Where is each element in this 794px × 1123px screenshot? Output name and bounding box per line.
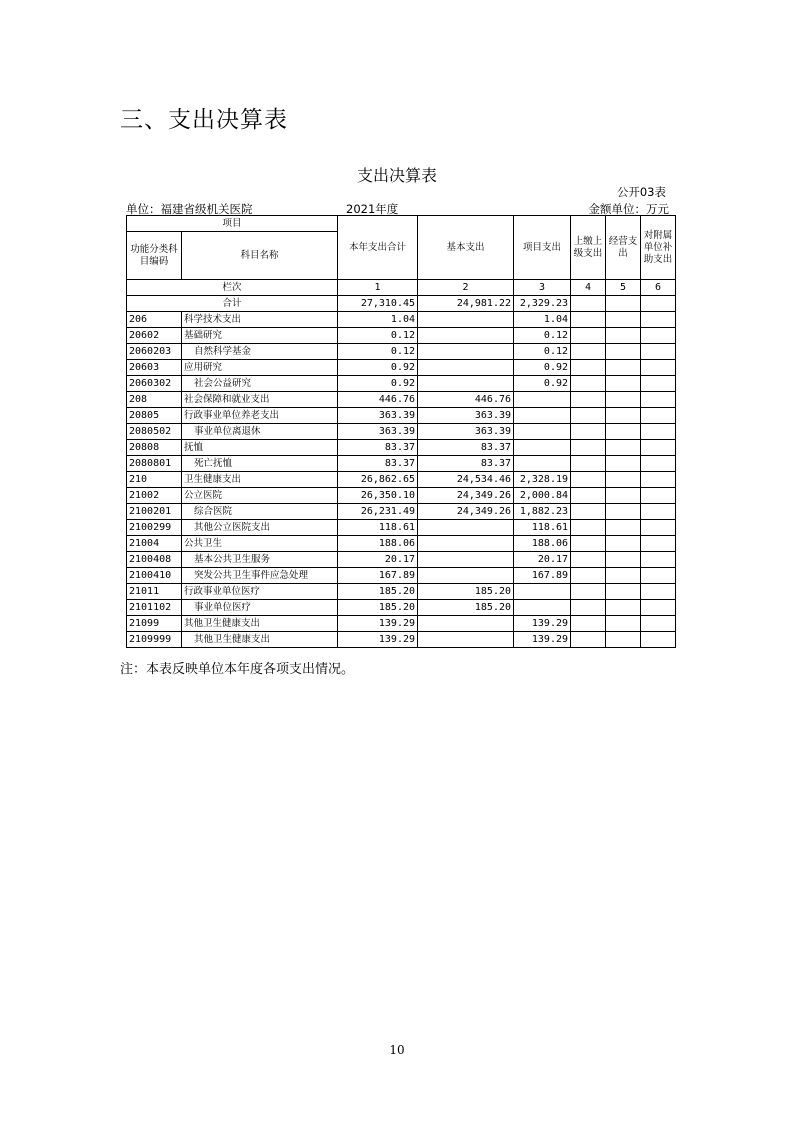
empty-cell	[641, 360, 676, 376]
row-project	[514, 408, 571, 424]
row-code: 210	[127, 472, 182, 488]
column-number: 4	[571, 280, 606, 296]
row-name: 行政事业单位养老支出	[182, 408, 338, 424]
row-name: 社会公益研究	[182, 376, 338, 392]
row-basic: 363.39	[418, 408, 514, 424]
table-row	[127, 520, 676, 536]
row-name: 其他公立医院支出	[182, 520, 338, 536]
empty-cell	[641, 376, 676, 392]
empty-cell	[641, 344, 676, 360]
row-project: 1,882.23	[514, 504, 571, 520]
table-row	[127, 360, 676, 376]
table-row	[127, 328, 676, 344]
row-project: 2,000.84	[514, 488, 571, 504]
unit-label: 单位：福建省级机关医院	[126, 202, 253, 216]
header-subsidiary: 对附属单位补助支出	[641, 216, 676, 280]
row-code: 2060302	[127, 376, 182, 392]
table-title: 支出决算表	[356, 166, 437, 185]
row-project: 20.17	[514, 552, 571, 568]
empty-cell	[571, 328, 606, 344]
empty-cell	[606, 296, 641, 312]
row-code: 20808	[127, 440, 182, 456]
empty-cell	[571, 616, 606, 632]
row-name: 死亡抚恤	[182, 456, 338, 472]
empty-cell	[571, 472, 606, 488]
empty-cell	[641, 296, 676, 312]
total-label: 合计	[127, 296, 338, 312]
row-project	[514, 424, 571, 440]
empty-cell	[606, 488, 641, 504]
empty-cell	[606, 328, 641, 344]
empty-cell	[606, 520, 641, 536]
row-name: 公共卫生	[182, 536, 338, 552]
empty-cell	[641, 504, 676, 520]
empty-cell	[641, 536, 676, 552]
row-project: 139.29	[514, 616, 571, 632]
header-total: 本年支出合计	[338, 216, 418, 280]
row-total: 118.61	[338, 520, 418, 536]
row-project: 167.89	[514, 568, 571, 584]
total-row	[127, 296, 676, 312]
row-project: 188.06	[514, 536, 571, 552]
row-code: 20805	[127, 408, 182, 424]
row-basic	[418, 376, 514, 392]
table-row	[127, 504, 676, 520]
header-upper: 上缴上级支出	[571, 216, 606, 280]
row-total: 446.76	[338, 392, 418, 408]
table-row	[127, 488, 676, 504]
table-row	[127, 440, 676, 456]
empty-cell	[606, 568, 641, 584]
row-basic	[418, 536, 514, 552]
row-basic	[418, 616, 514, 632]
table-row	[127, 632, 676, 648]
table-row	[127, 312, 676, 328]
table-row	[127, 424, 676, 440]
unit-line	[126, 201, 669, 215]
header-business: 经营支出	[606, 216, 641, 280]
row-total: 0.92	[338, 360, 418, 376]
header-project: 项目支出	[514, 216, 571, 280]
row-project: 0.92	[514, 376, 571, 392]
row-code: 208	[127, 392, 182, 408]
row-basic	[418, 312, 514, 328]
empty-cell	[641, 472, 676, 488]
table-row	[127, 584, 676, 600]
row-basic: 446.76	[418, 392, 514, 408]
empty-cell	[571, 376, 606, 392]
table-note: 注：本表反映单位本年度各项支出情况。	[120, 662, 355, 677]
expenditure-table	[126, 215, 676, 648]
table-row	[127, 408, 676, 424]
empty-cell	[571, 296, 606, 312]
empty-cell	[571, 408, 606, 424]
empty-cell	[641, 408, 676, 424]
row-name: 抚恤	[182, 440, 338, 456]
empty-cell	[606, 376, 641, 392]
table-row	[127, 552, 676, 568]
row-total: 188.06	[338, 536, 418, 552]
empty-cell	[641, 616, 676, 632]
row-project: 0.12	[514, 344, 571, 360]
year-label: 2021年度	[346, 202, 399, 216]
empty-cell	[641, 552, 676, 568]
empty-cell	[606, 472, 641, 488]
row-code: 21004	[127, 536, 182, 552]
page-number: 10	[389, 1043, 405, 1057]
empty-cell	[606, 312, 641, 328]
empty-cell	[571, 488, 606, 504]
column-number-row	[127, 280, 676, 296]
column-number: 3	[514, 280, 571, 296]
row-code: 2100299	[127, 520, 182, 536]
row-project: 1.04	[514, 312, 571, 328]
empty-cell	[606, 552, 641, 568]
row-name: 其他卫生健康支出	[182, 632, 338, 648]
row-total: 139.29	[338, 616, 418, 632]
row-project: 139.29	[514, 632, 571, 648]
empty-cell	[641, 424, 676, 440]
empty-cell	[641, 632, 676, 648]
empty-cell	[641, 584, 676, 600]
row-name: 基础研究	[182, 328, 338, 344]
empty-cell	[571, 504, 606, 520]
row-total: 20.17	[338, 552, 418, 568]
row-basic: 24,349.26	[418, 488, 514, 504]
table-row	[127, 392, 676, 408]
empty-cell	[606, 424, 641, 440]
form-number: 公开03表	[616, 185, 666, 199]
row-total: 26,862.65	[338, 472, 418, 488]
row-code: 2100408	[127, 552, 182, 568]
row-name: 卫生健康支出	[182, 472, 338, 488]
empty-cell	[571, 360, 606, 376]
row-basic	[418, 520, 514, 536]
row-project: 118.61	[514, 520, 571, 536]
empty-cell	[641, 568, 676, 584]
empty-cell	[606, 440, 641, 456]
row-basic	[418, 568, 514, 584]
row-code: 2100201	[127, 504, 182, 520]
column-number: 1	[338, 280, 418, 296]
empty-cell	[571, 632, 606, 648]
row-total: 363.39	[338, 408, 418, 424]
row-code: 206	[127, 312, 182, 328]
row-basic	[418, 328, 514, 344]
row-code: 20603	[127, 360, 182, 376]
empty-cell	[641, 392, 676, 408]
header-code: 功能分类科目编码	[127, 232, 182, 280]
total-basic: 24,981.22	[418, 296, 514, 312]
table-row	[127, 376, 676, 392]
header-name: 科目名称	[182, 232, 338, 280]
empty-cell	[571, 600, 606, 616]
row-code: 2109999	[127, 632, 182, 648]
empty-cell	[571, 424, 606, 440]
empty-cell	[571, 312, 606, 328]
empty-cell	[606, 536, 641, 552]
column-number: 5	[606, 280, 641, 296]
row-name: 基本公共卫生服务	[182, 552, 338, 568]
row-project	[514, 440, 571, 456]
empty-cell	[606, 616, 641, 632]
table-row	[127, 600, 676, 616]
column-number: 6	[641, 280, 676, 296]
table-row	[127, 568, 676, 584]
row-basic	[418, 552, 514, 568]
row-total: 26,350.10	[338, 488, 418, 504]
row-code: 2080801	[127, 456, 182, 472]
empty-cell	[606, 408, 641, 424]
row-project	[514, 392, 571, 408]
row-project: 2,328.19	[514, 472, 571, 488]
empty-cell	[641, 488, 676, 504]
header-basic: 基本支出	[418, 216, 514, 280]
table-row	[127, 344, 676, 360]
row-basic: 185.20	[418, 584, 514, 600]
row-project: 0.12	[514, 328, 571, 344]
section-heading: 三、支出决算表	[120, 107, 288, 133]
empty-cell	[606, 392, 641, 408]
row-total: 0.92	[338, 376, 418, 392]
row-total: 26,231.49	[338, 504, 418, 520]
table-row	[127, 472, 676, 488]
row-name: 应用研究	[182, 360, 338, 376]
empty-cell	[571, 440, 606, 456]
row-total: 167.89	[338, 568, 418, 584]
column-label: 栏次	[127, 280, 338, 296]
empty-cell	[606, 584, 641, 600]
row-name: 公立医院	[182, 488, 338, 504]
table-body	[127, 280, 676, 648]
total-amount: 27,310.45	[338, 296, 418, 312]
row-total: 185.20	[338, 600, 418, 616]
empty-cell	[571, 520, 606, 536]
empty-cell	[641, 312, 676, 328]
row-project	[514, 584, 571, 600]
row-code: 2100410	[127, 568, 182, 584]
empty-cell	[571, 344, 606, 360]
empty-cell	[606, 600, 641, 616]
empty-cell	[571, 456, 606, 472]
row-basic	[418, 360, 514, 376]
row-name: 事业单位医疗	[182, 600, 338, 616]
row-code: 2101102	[127, 600, 182, 616]
row-basic: 83.37	[418, 440, 514, 456]
row-name: 科学技术支出	[182, 312, 338, 328]
empty-cell	[641, 520, 676, 536]
money-unit: 金额单位：万元	[588, 202, 669, 216]
row-total: 1.04	[338, 312, 418, 328]
empty-cell	[571, 568, 606, 584]
empty-cell	[641, 600, 676, 616]
row-code: 21099	[127, 616, 182, 632]
empty-cell	[606, 456, 641, 472]
row-basic: 83.37	[418, 456, 514, 472]
header-item: 项目	[127, 216, 338, 232]
row-name: 其他卫生健康支出	[182, 616, 338, 632]
row-total: 83.37	[338, 440, 418, 456]
row-basic: 185.20	[418, 600, 514, 616]
empty-cell	[641, 328, 676, 344]
empty-cell	[641, 456, 676, 472]
row-name: 社会保障和就业支出	[182, 392, 338, 408]
row-total: 0.12	[338, 344, 418, 360]
row-total: 363.39	[338, 424, 418, 440]
row-total: 139.29	[338, 632, 418, 648]
total-project: 2,329.23	[514, 296, 571, 312]
row-total: 83.37	[338, 456, 418, 472]
row-code: 21002	[127, 488, 182, 504]
row-code: 20602	[127, 328, 182, 344]
row-project	[514, 600, 571, 616]
table-row	[127, 536, 676, 552]
row-name: 综合医院	[182, 504, 338, 520]
row-basic	[418, 632, 514, 648]
empty-cell	[606, 504, 641, 520]
empty-cell	[571, 392, 606, 408]
table-row	[127, 616, 676, 632]
row-name: 行政事业单位医疗	[182, 584, 338, 600]
empty-cell	[606, 632, 641, 648]
row-project: 0.92	[514, 360, 571, 376]
empty-cell	[606, 344, 641, 360]
row-total: 185.20	[338, 584, 418, 600]
column-number: 2	[418, 280, 514, 296]
row-basic: 363.39	[418, 424, 514, 440]
row-name: 突发公共卫生事件应急处理	[182, 568, 338, 584]
row-basic	[418, 344, 514, 360]
row-code: 2080502	[127, 424, 182, 440]
empty-cell	[571, 584, 606, 600]
row-basic: 24,349.26	[418, 504, 514, 520]
row-project	[514, 456, 571, 472]
row-code: 2060203	[127, 344, 182, 360]
row-name: 事业单位离退休	[182, 424, 338, 440]
row-total: 0.12	[338, 328, 418, 344]
empty-cell	[641, 440, 676, 456]
empty-cell	[606, 360, 641, 376]
empty-cell	[571, 552, 606, 568]
row-name: 自然科学基金	[182, 344, 338, 360]
table-row	[127, 456, 676, 472]
row-basic: 24,534.46	[418, 472, 514, 488]
empty-cell	[571, 536, 606, 552]
row-code: 21011	[127, 584, 182, 600]
